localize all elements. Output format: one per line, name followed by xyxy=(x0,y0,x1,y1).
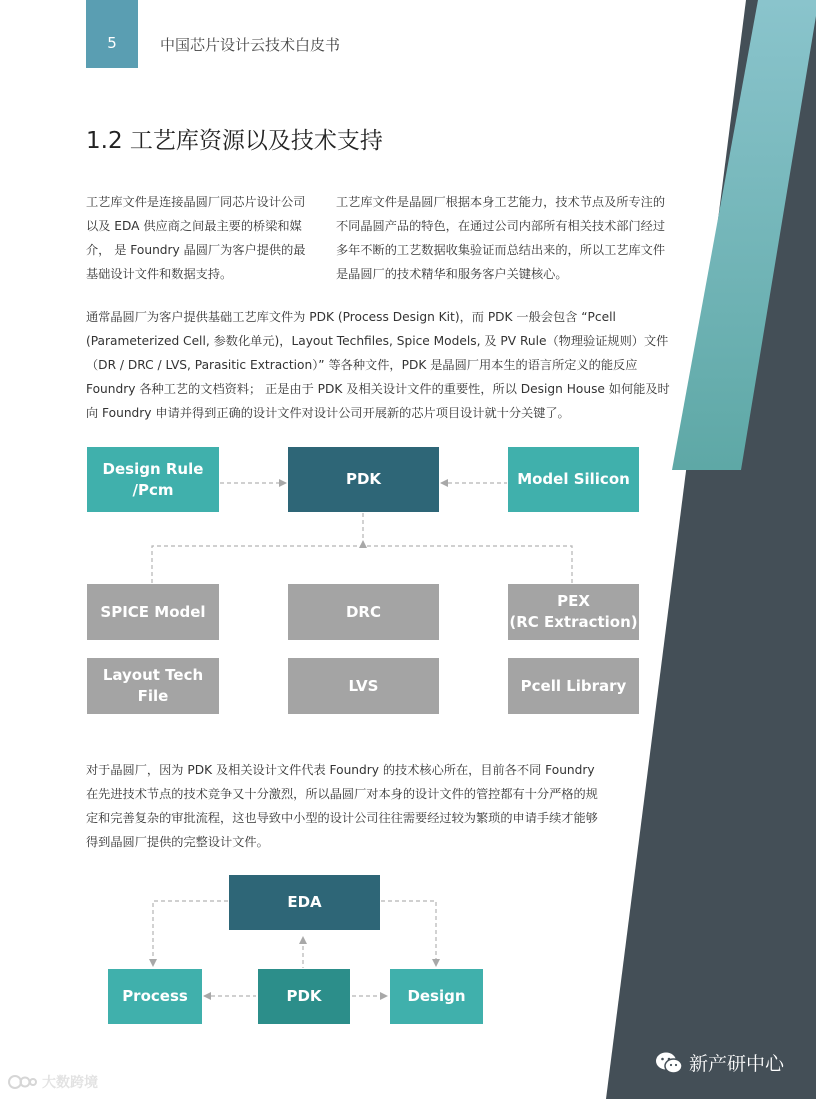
eda-box: EDA xyxy=(229,875,380,930)
pdk-center-box: PDK xyxy=(258,969,350,1024)
brand-logo-icon xyxy=(8,1073,38,1091)
document-title: 中国芯片设计云技术白皮书 xyxy=(160,36,341,54)
section-title: 1.2 工艺库资源以及技术支持 xyxy=(86,128,383,154)
pex-box: PEX (RC Extraction) xyxy=(508,584,639,640)
foundry-control-paragraph: 对于晶圆厂，因为 PDK 及相关设计文件代表 Foundry 的技术核心所在，目前各不同 Foundry 在先进技术节点的技术竞争又十分激烈，所以晶圆厂对本身的设计文件的管控都有十分严格的规定和完善复杂的审批流程，这也导致中小型的设计公司往往需要经过较为繁琐的申请手续才能够得到晶圆厂提供的完整设计文件。 xyxy=(86,763,598,849)
process-box: Process xyxy=(108,969,202,1024)
watermark xyxy=(8,1072,98,1092)
wechat-icon xyxy=(655,1051,683,1075)
lvs-box: LVS xyxy=(288,658,439,714)
pdk-box: PDK xyxy=(288,447,439,512)
watermark-label: 大数跨境 xyxy=(42,1075,98,1091)
design-rule-pcm-box: Design Rule /Pcm xyxy=(87,447,219,512)
model-silicon-box: Model Silicon xyxy=(508,447,639,512)
intro-paragraph-left: 工艺库文件是连接晶圆厂同芯片设计公司以及 EDA 供应商之间最主要的桥梁和媒介， 是 Foundry 晶圆厂为客户提供的最基础设计文件和数据支持。 xyxy=(86,195,306,281)
footer-brand-label: 新产研中心 xyxy=(689,1053,785,1075)
spice-model-box: SPICE Model xyxy=(87,584,219,640)
pdk-description-paragraph: 通常晶圆厂为客户提供基础工艺库文件为 PDK (Process Design Kit)，而 PDK 一般会包含 “Pcell (Parameterized Cell, 参数化单元)，Layout Techfiles, Spice Models, 及 PV Rule（物理验证规则）文件（DR / DRC / LVS, Parasitic Extraction）” 等各种文件，PDK 是晶圆厂用本生的语言所定义的能反应 Foundry 各种工艺的文档资料； 正是由于 PDK 及相关设计文件的重要性，所以 Design House 如何能及时向 Foundry 申请并得到正确的设计文件对设计公司开展新的芯片项目设计就十分关键了。 xyxy=(86,310,670,420)
footer-brand xyxy=(655,1049,784,1076)
design-box: Design xyxy=(390,969,483,1024)
drc-box: DRC xyxy=(288,584,439,640)
page-number-tab: 5 xyxy=(86,0,138,68)
intro-paragraph-right: 工艺库文件是晶圆厂根据本身工艺能力，技术节点及所专注的不同晶圆产品的特色，在通过公司内部所有相关技术部门经过多年不断的工艺数据收集验证而总结出来的，所以工艺库文件是晶圆厂的技术精华和服务客户关键核心。 xyxy=(336,195,666,281)
layout-tech-file-box: Layout Tech File xyxy=(87,658,219,714)
pcell-library-box: Pcell Library xyxy=(508,658,639,714)
